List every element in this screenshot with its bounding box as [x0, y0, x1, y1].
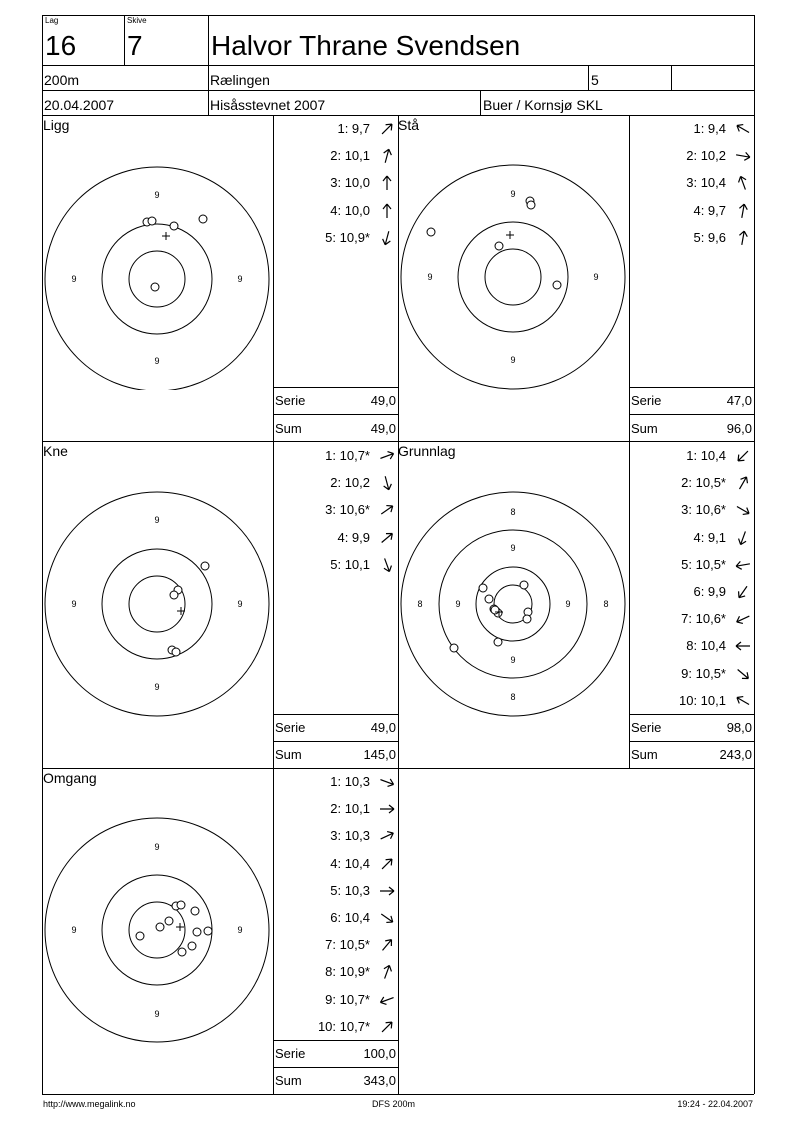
shot-mark [136, 932, 144, 940]
shot-score: 2: 10,1 [330, 801, 370, 817]
sum-value: 49,0 [370, 421, 396, 436]
shot-mark [523, 615, 531, 623]
serie-value: 100,0 [363, 1046, 396, 1061]
direction-arrow-icon [734, 229, 752, 247]
ring-label: 9 [154, 190, 160, 200]
sum-label: Sum [275, 747, 302, 762]
date: 20.04.2007 [44, 97, 115, 113]
shot-score: 2: 10,5* [681, 475, 726, 491]
ring-label: 9 [455, 599, 461, 609]
serie-label: Serie [275, 720, 306, 735]
shot-score: 3: 10,0 [330, 175, 370, 191]
shot-row [288, 558, 398, 574]
stage-title: Grunnlag [398, 443, 456, 459]
event: Hisåsstevnet 2007 [210, 97, 326, 113]
direction-arrow-icon [378, 147, 396, 165]
sum-value: 343,0 [363, 1073, 396, 1088]
shot-mark [178, 948, 186, 956]
direction-arrow-icon [734, 202, 752, 220]
direction-arrow-icon [734, 174, 752, 192]
shot-mark [527, 201, 535, 209]
shot-score: 4: 9,7 [693, 202, 726, 218]
direction-arrow-icon [734, 147, 752, 165]
mean-point-cross [177, 607, 185, 615]
shot-row [288, 775, 398, 791]
shot-row [644, 694, 754, 710]
shot-score: 5: 10,3 [330, 882, 370, 898]
club: Rælingen [210, 72, 270, 88]
shot-score: 6: 9,9 [693, 584, 726, 599]
shot-row [288, 1020, 398, 1036]
shot-row [288, 476, 398, 492]
ring-label: 9 [71, 599, 77, 609]
ring-label: 8 [417, 599, 423, 609]
shot-score: 2: 10,2 [330, 475, 370, 491]
shot-row [644, 476, 754, 492]
direction-arrow-icon [378, 800, 396, 818]
shot-score: 1: 9,4 [693, 121, 726, 136]
serie-label: Serie [275, 1046, 306, 1061]
direction-arrow-icon [378, 474, 396, 492]
direction-arrow-icon [378, 963, 396, 981]
shot-row [644, 149, 754, 165]
shot-mark [199, 215, 207, 223]
sum-label: Sum [631, 421, 658, 436]
shot-score: 3: 10,6* [325, 502, 370, 518]
ring-label: 9 [427, 272, 433, 282]
direction-arrow-icon [734, 610, 752, 628]
shot-mark [520, 581, 528, 589]
serie-label: Serie [631, 393, 662, 408]
shot-mark [450, 644, 458, 652]
ring-label: 8 [603, 599, 609, 609]
distance: 200m [44, 72, 80, 88]
direction-arrow-icon [734, 120, 752, 138]
shot-mark [427, 228, 435, 236]
shot-row [288, 993, 398, 1009]
direction-arrow-icon [378, 882, 396, 900]
shot-row [644, 667, 754, 683]
shot-row [288, 176, 398, 192]
direction-arrow-icon [378, 556, 396, 574]
shot-row [288, 503, 398, 519]
shot-mark [553, 281, 561, 289]
shot-row [288, 231, 398, 247]
serie-value: 98,0 [726, 720, 752, 735]
target-sta [399, 160, 629, 390]
serie-value: 47,0 [726, 393, 752, 408]
direction-arrow-icon [378, 229, 396, 247]
sum-label: Sum [631, 747, 658, 762]
serie-value: 49,0 [370, 393, 396, 408]
sum-label: Sum [275, 421, 302, 436]
direction-arrow-icon [734, 556, 752, 574]
shot-mark [156, 923, 164, 931]
shot-mark [479, 584, 487, 592]
direction-arrow-icon [378, 936, 396, 954]
shot-row [288, 884, 398, 900]
footer-timestamp: 19:24 - 22.04.2007 [677, 1099, 753, 1109]
skive-label: Skive [127, 16, 147, 25]
shot-mark [148, 217, 156, 225]
target-kne [43, 488, 273, 718]
shot-mark [495, 242, 503, 250]
direction-arrow-icon [378, 773, 396, 791]
shot-score: 7: 10,6* [681, 611, 726, 627]
stage-title: Omgang [43, 770, 97, 786]
shot-score: 4: 9,9 [337, 529, 370, 545]
shot-row [288, 829, 398, 845]
mean-point-cross [162, 232, 170, 240]
shot-mark [204, 927, 212, 935]
ring-label: 9 [154, 515, 160, 525]
shot-score: 10: 10,1 [679, 692, 726, 708]
shot-row [288, 965, 398, 981]
shooter-name: Halvor Thrane Svendsen [211, 30, 521, 61]
direction-arrow-icon [378, 1018, 396, 1036]
ring-label: 8 [510, 692, 516, 702]
direction-arrow-icon [734, 501, 752, 519]
shot-score: 6: 10,4 [330, 910, 370, 925]
shot-mark [485, 595, 493, 603]
shot-score: 1: 10,3 [330, 774, 370, 789]
ring-label: 8 [510, 507, 516, 517]
lag-value: 16 [45, 30, 77, 61]
ring-label: 9 [71, 274, 77, 284]
shot-row [644, 585, 754, 601]
sum-value: 145,0 [363, 747, 396, 762]
shot-row [644, 122, 754, 138]
ring-label: 9 [154, 1009, 160, 1019]
shot-score: 8: 10,9* [325, 964, 370, 980]
serie-label: Serie [275, 393, 306, 408]
ring-label: 9 [593, 272, 599, 282]
location: Buer / Kornsjø SKL [483, 97, 603, 113]
stage-title: Ligg [43, 117, 70, 133]
sum-label: Sum [275, 1073, 302, 1088]
shot-score: 9: 10,5* [681, 665, 726, 681]
shot-score: 2: 10,2 [686, 148, 726, 164]
shot-row [644, 231, 754, 247]
shot-score: 1: 9,7 [337, 121, 370, 136]
shot-score: 8: 10,4 [686, 638, 726, 654]
direction-arrow-icon [378, 855, 396, 873]
shot-score: 10: 10,7* [317, 1018, 370, 1034]
direction-arrow-icon [734, 637, 752, 655]
lag-label: Lag [45, 16, 59, 25]
shot-mark [188, 942, 196, 950]
shot-score: 3: 10,4 [686, 175, 726, 191]
shot-score: 1: 10,7* [325, 448, 370, 463]
shot-row [644, 176, 754, 192]
shot-score: 1: 10,4 [686, 448, 726, 463]
direction-arrow-icon [734, 474, 752, 492]
shot-row [644, 449, 754, 465]
shot-row [288, 122, 398, 138]
shot-row [288, 802, 398, 818]
direction-arrow-icon [378, 909, 396, 927]
shot-mark [193, 928, 201, 936]
shot-row [288, 911, 398, 927]
direction-arrow-icon [378, 827, 396, 845]
shot-mark [201, 562, 209, 570]
ring-label: 9 [154, 682, 160, 692]
mean-point-cross [176, 923, 184, 931]
ring-label: 9 [510, 189, 516, 199]
target-ligg [43, 160, 273, 390]
stage-title: Kne [43, 443, 68, 459]
shot-mark [191, 907, 199, 915]
serie-label: Serie [631, 720, 662, 735]
serie-value: 49,0 [370, 720, 396, 735]
shot-score: 5: 10,5* [681, 556, 726, 572]
shot-row [644, 639, 754, 655]
ring-label: 9 [237, 599, 243, 609]
direction-arrow-icon [378, 991, 396, 1009]
ring-label: 9 [154, 356, 160, 366]
skive-value: 7 [127, 30, 143, 61]
footer-center: DFS 200m [372, 1099, 416, 1109]
direction-arrow-icon [378, 501, 396, 519]
ring-label: 9 [71, 925, 77, 935]
ring-label: 9 [510, 655, 516, 665]
shot-score: 4: 10,0 [330, 202, 370, 218]
direction-arrow-icon [378, 174, 396, 192]
stage-title: Stå [398, 117, 420, 133]
shot-mark [177, 901, 185, 909]
ring-label: 9 [237, 925, 243, 935]
shot-mark [165, 917, 173, 925]
direction-arrow-icon [378, 447, 396, 465]
direction-arrow-icon [734, 665, 752, 683]
shot-score: 4: 10,4 [330, 855, 370, 871]
shot-mark [172, 648, 180, 656]
shot-mark [494, 638, 502, 646]
shot-row [288, 531, 398, 547]
direction-arrow-icon [378, 202, 396, 220]
shot-row [288, 938, 398, 954]
ring-label: 9 [510, 355, 516, 365]
shot-mark [170, 222, 178, 230]
shot-mark [151, 283, 159, 291]
shot-score: 7: 10,5* [325, 937, 370, 953]
sum-value: 243,0 [719, 747, 752, 762]
shot-score: 9: 10,7* [325, 991, 370, 1007]
ring-label: 9 [154, 842, 160, 852]
footer-url: http://www.megalink.no [43, 1099, 136, 1109]
shot-score: 5: 10,9* [325, 229, 370, 245]
direction-arrow-icon [734, 529, 752, 547]
sum-value: 96,0 [726, 421, 752, 436]
shot-row [288, 449, 398, 465]
ring-label: 9 [510, 543, 516, 553]
direction-arrow-icon [378, 120, 396, 138]
shot-row [644, 558, 754, 574]
shot-row [288, 857, 398, 873]
shot-mark [491, 606, 499, 614]
direction-arrow-icon [734, 692, 752, 710]
target-omgang [43, 814, 273, 1044]
shot-row [288, 204, 398, 220]
shot-score: 5: 9,6 [693, 229, 726, 245]
direction-arrow-icon [734, 447, 752, 465]
shot-score: 3: 10,3 [330, 828, 370, 844]
direction-arrow-icon [378, 529, 396, 547]
shot-row [644, 503, 754, 519]
shot-row [644, 612, 754, 628]
shot-score: 4: 9,1 [693, 529, 726, 545]
shot-score: 5: 10,1 [330, 556, 370, 572]
ring-label: 9 [565, 599, 571, 609]
mean-point-cross [506, 231, 514, 239]
shot-row [644, 531, 754, 547]
shot-score: 3: 10,6* [681, 502, 726, 518]
shot-score: 2: 10,1 [330, 148, 370, 164]
ring-label: 9 [237, 274, 243, 284]
shot-row [288, 149, 398, 165]
klasse: 5 [591, 72, 599, 88]
direction-arrow-icon [734, 583, 752, 601]
shot-row [644, 204, 754, 220]
target-grunnlag [399, 488, 629, 718]
shot-mark [170, 591, 178, 599]
